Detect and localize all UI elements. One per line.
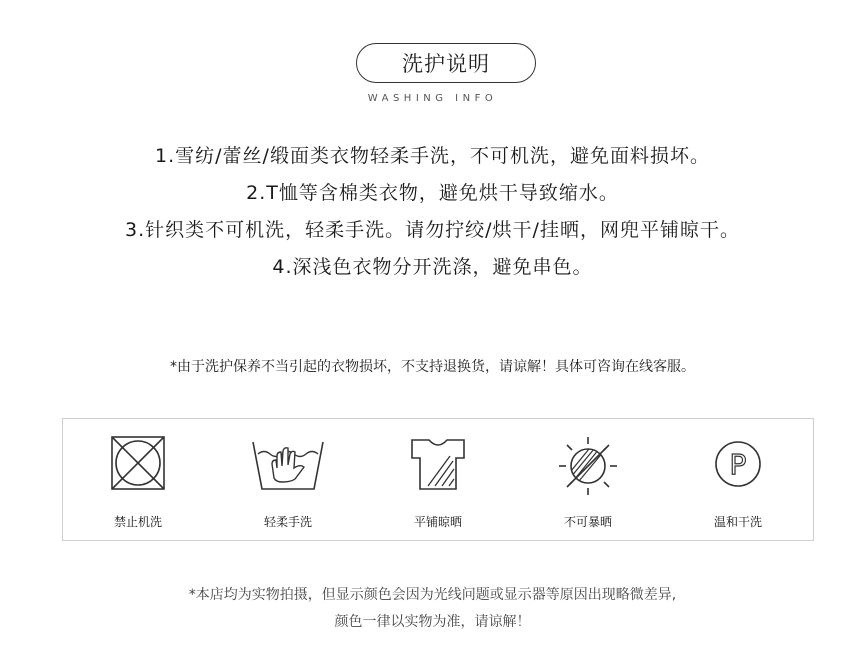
care-notice: *由于洗护保养不当引起的衣物损坏，不支持退换货，请谅解！具体可咨询在线客服。: [170, 359, 695, 375]
care-item-no-machine-wash: [73, 419, 203, 530]
care-label: 不可暴晒: [563, 515, 612, 529]
instruction-item: 2.T恤等含棉类衣物，避免烘干导致缩水。: [246, 182, 619, 204]
dry-clean-glyph: P: [729, 448, 747, 481]
no-sun-exposure-icon: [548, 434, 628, 504]
care-item-mild-dry-clean: [673, 419, 803, 530]
color-disclaimer: [0, 582, 865, 636]
disclaimer-line: *本店均为实物拍摄，但显示颜色会因为光线问题或显示器等原因出现略微差异,: [188, 587, 677, 603]
page-title: 洗护说明: [356, 43, 536, 83]
care-label: 轻柔手洗: [263, 515, 312, 529]
instruction-item: 1.雪纺/蕾丝/缎面类衣物轻柔手洗，不可机洗，避免面料损坏。: [155, 145, 710, 167]
care-item-no-sun-exposure: [523, 419, 653, 530]
care-label: 禁止机洗: [113, 515, 162, 529]
instruction-item: 4.深浅色衣物分开洗涤，避免串色。: [272, 256, 593, 278]
care-item-gentle-hand-wash: [223, 419, 353, 530]
gentle-hand-wash-icon: [248, 434, 328, 504]
no-machine-wash-icon: [98, 434, 178, 504]
care-label: 平铺晾晒: [413, 515, 462, 529]
care-item-dry-flat: [373, 419, 503, 530]
instruction-item: 3.针织类不可机洗，轻柔手洗。请勿拧绞/烘干/挂晒，网兜平铺晾干。: [125, 219, 740, 241]
disclaimer-line: 颜色一律以实物为准，请谅解！: [334, 614, 531, 630]
care-label: 温和干洗: [713, 515, 762, 529]
instruction-list: [0, 138, 865, 286]
dry-flat-icon: [398, 434, 478, 504]
mild-dry-clean-icon: [698, 434, 778, 504]
page-subtitle: WASHING INFO: [367, 93, 498, 104]
care-icon-panel: [62, 418, 814, 541]
